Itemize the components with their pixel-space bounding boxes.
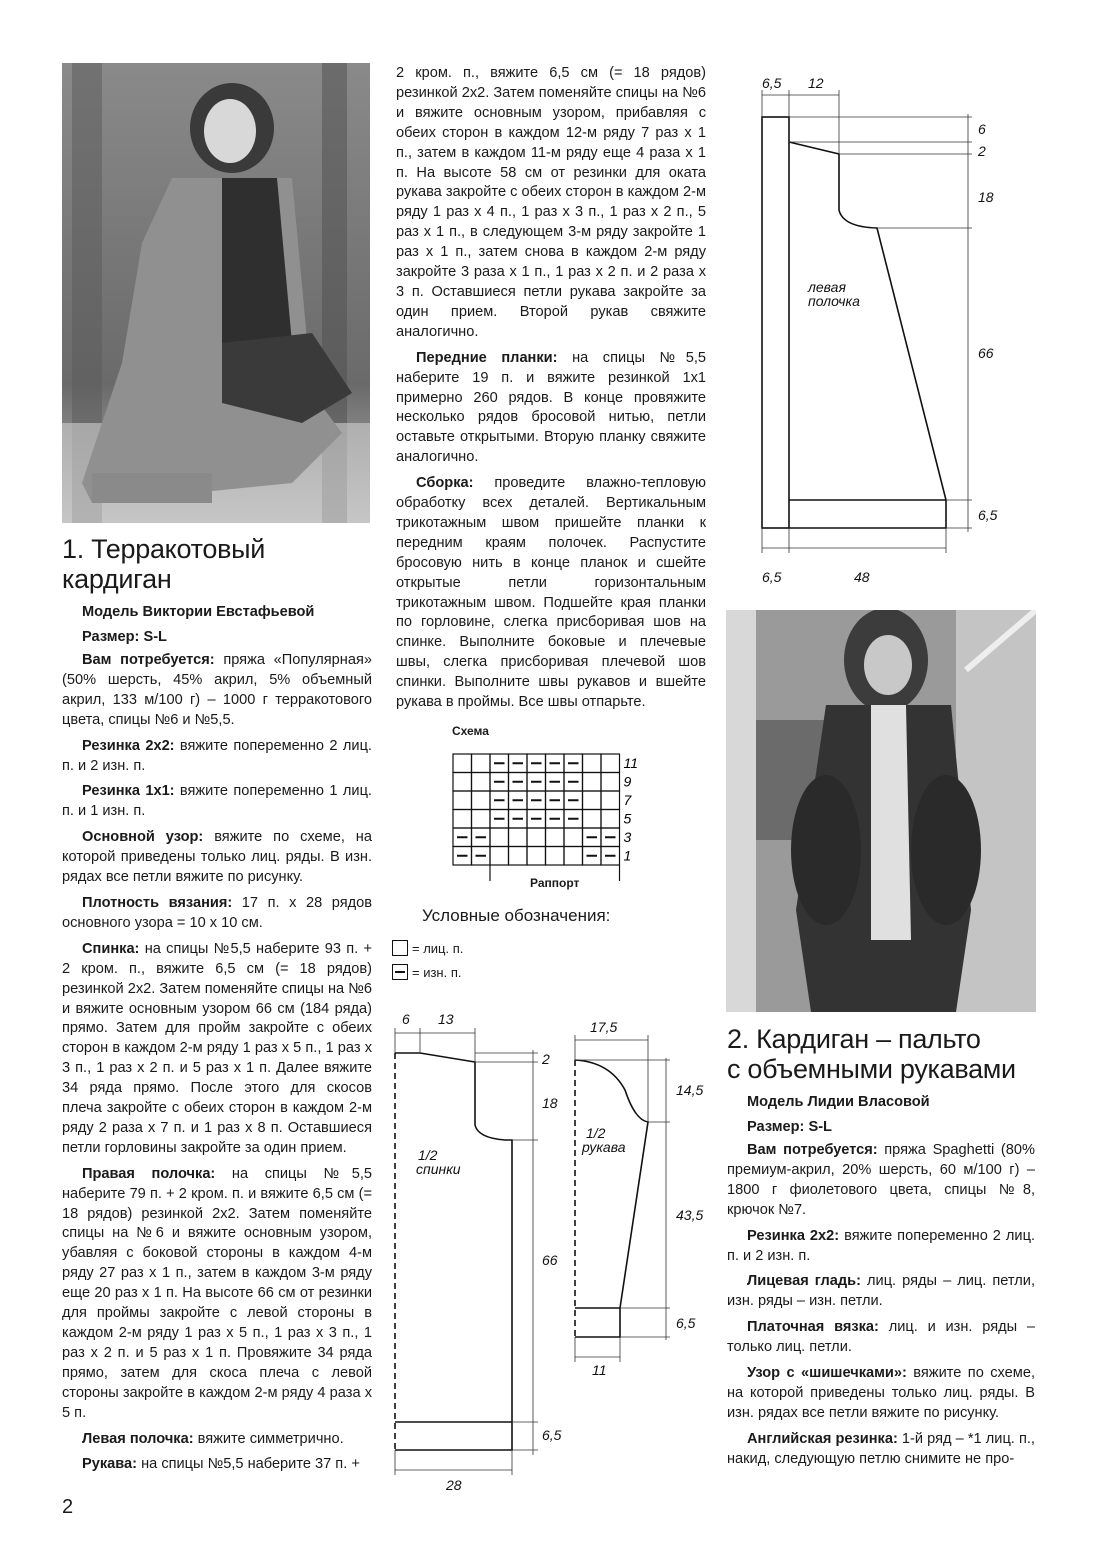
legend-knit-label: = лиц. п.	[412, 940, 464, 956]
chart-cell-knit	[583, 810, 602, 829]
paragraph	[727, 1318, 1035, 1358]
paragraph	[727, 1364, 1035, 1424]
chart-cell-knit	[472, 810, 491, 829]
paragraph-label: Платочная вязка:	[747, 1319, 879, 1336]
chart-cell-knit	[509, 828, 528, 847]
paragraph-label: Английская резинка:	[747, 1430, 898, 1447]
article1-column2	[396, 64, 706, 719]
sleeve-label-fraction: 1/2	[586, 1125, 606, 1141]
paragraph	[396, 349, 706, 468]
chart-cell-knit	[453, 791, 472, 810]
paragraph	[727, 1227, 1035, 1267]
chart-cell-knit	[546, 828, 565, 847]
article1-size: Размер: S-L	[82, 629, 167, 645]
paragraph-label: Вам потребуется:	[82, 652, 215, 668]
dim-front-shoulder-width: 12	[808, 75, 824, 91]
dim-back-shoulder-height: 2	[542, 1051, 550, 1067]
article2-title-line1: 2. Кардиган – пальто	[727, 1024, 981, 1054]
paragraph	[727, 1141, 1035, 1221]
dim-back-shoulder-width: 13	[438, 1011, 454, 1027]
chart-cell-knit	[453, 754, 472, 773]
pattern-diagrams-back-sleeve	[380, 1000, 720, 1500]
front-label-line1: левая	[808, 279, 846, 295]
paragraph-label: Узор с «шишечками»:	[747, 1365, 907, 1382]
chart-row-number: 11	[623, 755, 639, 771]
chart-cell-knit	[472, 791, 491, 810]
paragraph-label: Лицевая гладь:	[747, 1273, 861, 1290]
paragraph-text: на спицы №5,5 наберите 93 п. + 2 кром. п., вяжите 6,5 см (= 18 рядов) резинкой 2x2. Затем поменяйте спицы на №6 и вяжите основным узором 66 см (184 ряда) прямо. Затем для пройм закройте с обеих сторон в каждом 2-м ряду 1 раз x 5 п., 1 раз x 3 п., 1 раз x 2 п. и 5 раз x 1 п. Далее вяжите 34 ряда прямо. После этого для скосов плеча закройте с обеих сторон в каждом 2-м ряду 2 раза x 7 п. и 1 раз x 8 п. Оставшиеся петли горловины закройте за один прием.	[62, 940, 372, 1156]
paragraph-label: Резинка 1x1:	[82, 783, 175, 800]
paragraph-text: лиц. и изн. ряды – только лиц. петли.	[727, 1319, 1035, 1356]
chart-cell-knit	[527, 828, 546, 847]
paragraph-text: на спицы №5,5 наберите 79 п. + 2 кром. п. и вяжите 6,5 см (= 18 рядов) резинкой 2x2. Затем поменяйте спицы на №6 и вяжите основным узором, убавляя с боковой стороны в каждом 4-м ряду 27 раз x 1 п., затем в каждом 3-м ряду еще 20 раз x 1 п. На высоте 66 см от резинки для проймы закройте с левой стороны в каждом 2-м ряду 1 раз x 5 п., 1 раз x 3 п., 1 раз x 2 п. и 5 раз x 1 п. Провяжите 34 ряда прямо, затем для скоса плеча с левой стороны закройте в каждом 2-м ряду 4 раза x 5 п.	[62, 1165, 373, 1421]
dim-front-body: 66	[978, 345, 994, 361]
back-label-name: спинки	[416, 1161, 461, 1177]
legend-purl-label: = изн. п.	[412, 964, 462, 980]
paragraph-text: 1-й ряд – *1 лиц. п., накид, следующую петлю снимите не про-	[727, 1430, 1035, 1467]
paragraph-text: 2 кром. п., вяжите 6,5 см (= 18 рядов) резинкой 2x2. Затем поменяйте спицы на №6 и вяжите основным узором, прибавляя с обеих сторон в каждом 12-м ряду 7 раз x 1 п., затем в каждом 11-м ряду еще 4 раза x 1 п. На высоте 58 см от резинки для оката рукава закройте с обеих сторон в каждом 2-м ряду 1 раз x 4 п., 1 раз x 3 п., 1 раз x 2 п., 5 раз x 1 п., в следующем 3-м ряду закройте 1 раз x 1 п., затем снова в каждом 2-м ряду закройте 3 раза x 1 п., 1 раз x 2 п. и 2 раза x 3 п. Оставшиеся петли рукава закройте за один прием. Второй рукав свяжите аналогично.	[396, 65, 706, 340]
article2-model: Модель Лидии Власовой	[747, 1094, 930, 1110]
chart-legend	[392, 906, 692, 982]
paragraph	[727, 1272, 1035, 1312]
back-label-fraction: 1/2	[418, 1147, 438, 1163]
paragraph-label: Резинка 2x2:	[82, 737, 175, 754]
page-number: 2	[62, 1496, 74, 1518]
paragraph	[62, 1165, 372, 1424]
paragraph	[62, 651, 372, 731]
paragraph-text: на спицы №5,5 наберите 19 п. и вяжите резинкой 1x1 примерно 260 рядов. В конце провяжите несколько рядов бросовой нитью, петли оставьте открытыми. Вторую планку свяжите аналогично.	[396, 349, 706, 466]
chart-cell-knit	[583, 791, 602, 810]
article2-title-line2: с объемными рукавами	[727, 1054, 1016, 1084]
chart-cell-knit	[564, 847, 583, 866]
paragraph-text: вяжите по схеме, на которой приведены только лиц. ряды. В изн. рядах все петли вяжите по рисунку.	[727, 1365, 1035, 1421]
chart-cell-knit	[601, 791, 620, 810]
article1-column1	[62, 651, 372, 1481]
chart-cell-knit	[509, 847, 528, 866]
paragraph-label: Передние планки:	[416, 349, 558, 366]
paragraph-text: вяжите попеременно 2 лиц. п. и 2 изн. п.	[727, 1227, 1035, 1264]
dim-sleeve-cap: 14,5	[676, 1082, 704, 1098]
paragraph-label: Правая полочка:	[82, 1165, 216, 1182]
legend-row-purl	[392, 962, 692, 982]
chart-cell-knit	[601, 754, 620, 773]
article1-title-line1: 1. Терракотовый	[62, 534, 266, 564]
paragraph-label: Плотность вязания:	[82, 894, 233, 911]
chart-cell-knit	[546, 847, 565, 866]
paragraph-label: Основной узор:	[82, 829, 204, 846]
paragraph-text: 17 п. x 28 рядов основного узора = 10 x 10 см.	[62, 894, 372, 931]
chart-cell-knit	[472, 773, 491, 792]
article2-column	[727, 1141, 1035, 1476]
dim-front-shoulder-height: 2	[978, 143, 986, 159]
dim-back-armhole: 18	[542, 1095, 558, 1111]
chart-row-number: 1	[623, 847, 632, 864]
dim-front-rib: 6,5	[978, 507, 998, 523]
dim-sleeve-top: 17,5	[590, 1019, 618, 1035]
paragraph-text: проведите влажно-тепловую обработку всех деталей. Вертикальным трикотажным швом пришейте планки к передним краям полочек. Распустите бросовую нить в конце планок и сшейте открытые петли горизонтальным трикотажным швом. Подшейте края планки по горловине, слегка присборивая шов на спинке. Выполните боковые и плечевые швы, слегка присборивая плечевой шов спинки. Выполните швы рукавов и вшейте рукава в проймы. Все швы отпарьте.	[396, 475, 706, 711]
legend-row-knit	[392, 938, 692, 958]
paragraph-text: вяжите попеременно 2 лиц. п. и 2 изн. п.	[62, 737, 372, 774]
paragraph-label: Вам потребуется:	[747, 1142, 878, 1158]
article1-header	[62, 534, 372, 652]
chart-row-number: 5	[623, 810, 632, 827]
chart-cell-knit	[583, 773, 602, 792]
chart-cell-knit	[472, 754, 491, 773]
front-label-line2: полочка	[808, 293, 860, 309]
chart-cell-knit	[490, 828, 509, 847]
paragraph-text: вяжите попеременно 1 лиц. п. и 1 изн. п.	[62, 783, 372, 820]
paragraph-label: Резинка 2x2:	[747, 1227, 840, 1244]
chart-cell-knit	[583, 754, 602, 773]
paragraph-label: Спинка:	[82, 940, 140, 957]
chart-cell-knit	[527, 847, 546, 866]
paragraph	[62, 940, 372, 1159]
dim-front-armhole: 18	[978, 189, 994, 205]
knit-stitch-symbol-icon	[392, 940, 408, 956]
paragraph	[727, 1430, 1035, 1470]
paragraph	[62, 894, 372, 934]
pattern-diagram-front	[740, 60, 1020, 600]
paragraph-text: пряжа Spaghetti (80% премиум-акрил, 20% шерсть, 60 м/100 г) – 1800 г фиолетового цвета, спицы №8, крючок №7.	[727, 1142, 1035, 1218]
chart-row-number: 7	[623, 792, 632, 808]
dim-front-top: 6	[978, 121, 986, 137]
dim-back-body: 66	[542, 1252, 558, 1268]
paragraph-label: Левая полочка:	[82, 1430, 194, 1447]
article2-header	[727, 1024, 1047, 1142]
chart-row-number: 3	[623, 829, 632, 845]
dim-sleeve-bottom: 11	[592, 1362, 607, 1378]
sleeve-outline	[575, 1060, 648, 1337]
chart-cell-knit	[453, 810, 472, 829]
paragraph	[62, 1455, 372, 1475]
dim-front-band: 6,5	[762, 75, 782, 91]
back-outline	[395, 1053, 512, 1450]
chart-cell-knit	[601, 773, 620, 792]
chart-cell-knit	[490, 847, 509, 866]
chart-cell-knit	[453, 773, 472, 792]
chart-row-number: 9	[623, 773, 632, 790]
purl-stitch-symbol-icon	[392, 964, 408, 980]
dim-back-neck: 6	[402, 1011, 410, 1027]
paragraph	[62, 828, 372, 888]
photo-terracotta-cardigan	[62, 63, 370, 523]
chart-title: Схема	[452, 724, 489, 738]
photo-terracotta-cardigan-image	[62, 63, 370, 523]
knitting-chart	[450, 724, 660, 894]
paragraph-text: пряжа «Популярная» (50% шерсть, 45% акрил, 5% объемный акрил, 133 м/100 г) – 1000 г терракотового цвета, спицы №6 и №5,5.	[62, 652, 372, 728]
front-outline	[789, 142, 946, 528]
sleeve-label-name: рукава	[582, 1139, 626, 1155]
dim-sleeve-rib: 6,5	[676, 1315, 696, 1331]
paragraph-label: Сборка:	[416, 475, 474, 492]
front-band	[762, 117, 789, 528]
dim-sleeve-body: 43,5	[676, 1207, 704, 1223]
paragraph-text: лиц. ряды – лиц. петли, изн. ряды – изн. петли.	[727, 1273, 1035, 1310]
paragraph-label: Рукава:	[82, 1456, 138, 1473]
paragraph	[62, 1430, 372, 1450]
paragraph	[396, 64, 706, 343]
chart-rapport-label: Раппорт	[530, 876, 580, 890]
chart-cell-knit	[564, 828, 583, 847]
paragraph-text: на спицы №5,5 наберите 37 п. +	[137, 1456, 360, 1473]
paragraph	[62, 782, 372, 822]
dim-back-width: 28	[446, 1477, 462, 1493]
photo-coat-cardigan	[726, 610, 1036, 1012]
dim-back-rib: 6,5	[542, 1427, 562, 1443]
paragraph-text: вяжите симметрично.	[193, 1430, 344, 1447]
paragraph-text: вяжите по схеме, на которой приведены только лиц. ряды. В изн. рядах все петли вяжите по рисунку.	[62, 829, 372, 886]
article1-title-line2: кардиган	[62, 564, 172, 594]
legend-title: Условные обозначения:	[422, 906, 611, 925]
paragraph	[62, 737, 372, 777]
photo-coat-cardigan-image	[726, 610, 1036, 1012]
article1-model: Модель Виктории Евстафьевой	[82, 604, 315, 620]
article2-size: Размер: S-L	[747, 1119, 832, 1135]
chart-cell-knit	[601, 810, 620, 829]
dim-front-band-bottom: 6,5	[762, 569, 782, 585]
paragraph	[396, 474, 706, 713]
dim-front-width: 48	[854, 569, 870, 585]
